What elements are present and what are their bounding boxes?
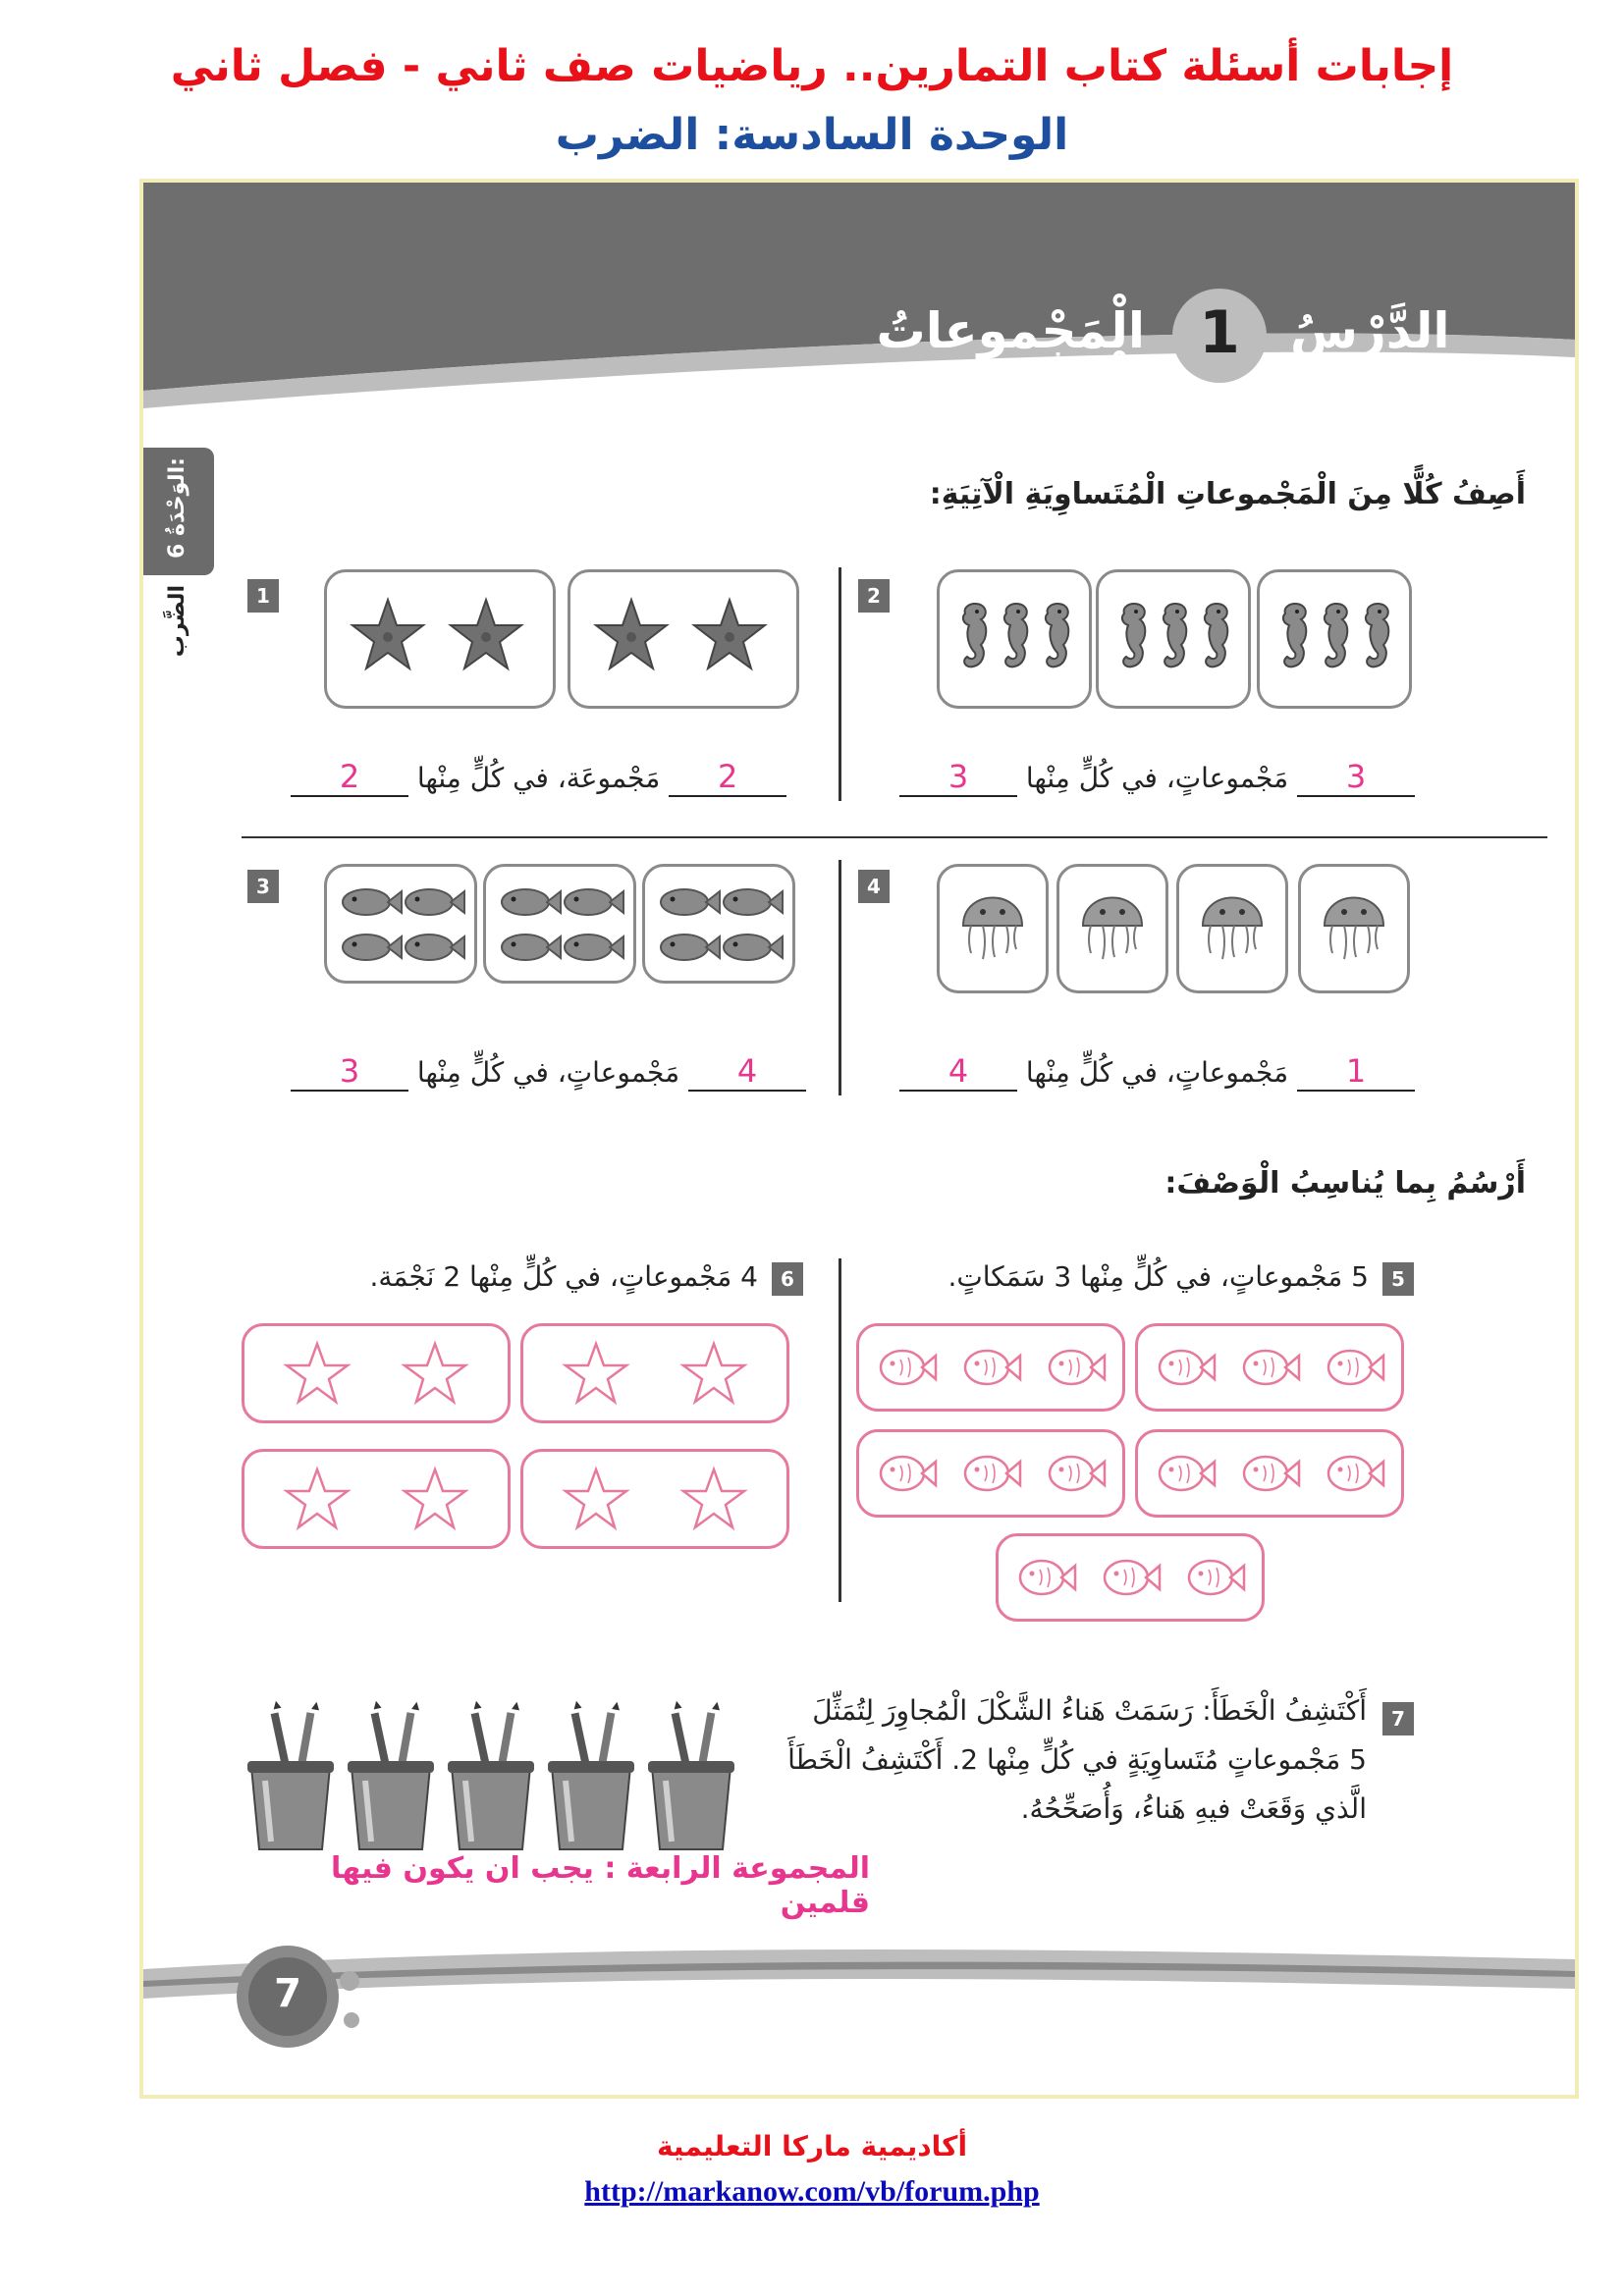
star-icon <box>523 1326 786 1420</box>
divider-vertical <box>839 1258 841 1602</box>
seahorse-group <box>937 569 1092 709</box>
seahorse-icon <box>940 572 1089 706</box>
worksheet-page <box>139 179 1579 2099</box>
fish-outline-icon <box>859 1326 1122 1409</box>
jellyfish-group <box>1176 864 1288 993</box>
seahorse-group <box>1096 569 1251 709</box>
drawn-star-group <box>520 1323 789 1423</box>
seahorse-icon <box>1260 572 1409 706</box>
jellyfish-group <box>937 864 1049 993</box>
star-icon <box>244 1326 508 1420</box>
document-title: إجابات أسئلة كتاب التمارين.. رياضيات صف ثاني - فصل ثاني <box>170 41 1454 91</box>
item-7-answer: المجموعة الرابعة : يجب ان يكون فيها قلمين <box>330 1851 870 1920</box>
fish-outline-icon <box>1138 1432 1401 1515</box>
item-4-text: مَجْموعاتٍ، في كُلٍّ مِنْها <box>1025 1056 1289 1089</box>
divider-horizontal <box>242 836 1547 838</box>
drawn-star-group <box>520 1449 789 1549</box>
lesson-number: 1 <box>1199 298 1240 367</box>
divider-vertical <box>839 567 841 801</box>
item-7-line-2: 5 مَجْموعاتٍ مُتَساوِيَةٍ في كُلٍّ مِنْها 2. أَكْتَشِفُ الْخَطَأَ <box>787 1743 1367 1776</box>
item-7-line-1: أَكْتَشِفُ الْخَطَأَ: رَسَمَتْ هَناءُ الشَّكْلَ الْمُجاوِرَ لِتُمَثِّلَ <box>812 1694 1367 1727</box>
drawn-star-group <box>242 1323 511 1423</box>
item-2-each-answer: 3 <box>899 758 1017 797</box>
fish-group <box>483 864 636 984</box>
drawn-fish-group <box>856 1429 1125 1518</box>
item-6-task: 4 مَجْموعاتٍ، في كُلٍّ مِنْها 2 نَجْمَة. <box>369 1260 758 1293</box>
item-7-line-3: الَّذي وَقَعَتْ فيهِ هَناءُ، وَأُصَحِّحُهُ. <box>1020 1792 1367 1825</box>
jellyfish-icon <box>1179 867 1285 990</box>
item-5-task: 5 مَجْموعاتٍ، في كُلٍّ مِنْها 3 سَمَكاتٍ. <box>947 1260 1369 1293</box>
item-2-number: 2 <box>858 579 890 613</box>
drawn-fish-group <box>996 1533 1265 1622</box>
item-4-groups-answer: 4 <box>899 1052 1017 1092</box>
item-5-number: 5 <box>1382 1262 1414 1296</box>
lesson-word: الدَّرْسُ <box>1290 302 1450 359</box>
jellyfish-icon <box>940 867 1046 990</box>
drawn-fish-group <box>856 1323 1125 1412</box>
star-icon <box>523 1452 786 1546</box>
fish-icon <box>486 867 633 981</box>
pencil-cup-icon <box>242 1675 752 1871</box>
jellyfish-icon <box>1059 867 1165 990</box>
footer-link[interactable]: http://markanow.com/vb/forum.php <box>584 2175 1040 2208</box>
seahorse-group <box>1257 569 1412 709</box>
item-4-each-answer: 1 <box>1297 1052 1415 1092</box>
drawn-fish-group <box>1135 1429 1404 1518</box>
item-3-text: مَجْموعاتٍ، في كُلٍّ مِنْها <box>416 1056 680 1089</box>
bottom-strip <box>143 1930 1575 2048</box>
fish-group <box>324 864 477 984</box>
lesson-title: الْمَجْموعاتُ الْمُتَساوِيَةُ <box>876 302 1145 416</box>
fish-outline-icon <box>1138 1326 1401 1409</box>
item-2-caption <box>899 758 1415 797</box>
jellyfish-group <box>1056 864 1168 993</box>
unit-label: الوَحْدَةُ 6: <box>165 457 189 559</box>
item-1-each-answer: 2 <box>291 758 408 797</box>
item-4-caption <box>899 1052 1415 1092</box>
jellyfish-icon <box>1301 867 1407 990</box>
fish-icon <box>327 867 474 981</box>
footer-academy: أكاديمية ماركا التعليمية <box>656 2130 968 2163</box>
starfish-icon <box>570 572 796 706</box>
star-icon <box>244 1452 508 1546</box>
drawn-star-group <box>242 1449 511 1549</box>
section1-instruction: أَصِفُ كُلًّا مِنَ الْمَجْموعاتِ الْمُتَساوِيَةِ الْآتِيَةِ: <box>929 477 1526 511</box>
item-6-number: 6 <box>772 1262 803 1296</box>
unit-name: الضَّرب <box>165 585 189 658</box>
item-3-caption <box>291 1052 806 1092</box>
item-2-text: مَجْموعاتٍ، في كُلٍّ مِنْها <box>1025 762 1289 794</box>
item-3-number: 3 <box>247 870 279 903</box>
fish-outline-icon <box>859 1432 1122 1515</box>
fish-icon <box>645 867 792 981</box>
document-subtitle: الوحدة السادسة: الضرب <box>555 110 1069 160</box>
seahorse-icon <box>1099 572 1248 706</box>
item-4-number: 4 <box>858 870 890 903</box>
starfish-group <box>568 569 799 709</box>
starfish-icon <box>327 572 553 706</box>
item-3-groups-answer: 3 <box>291 1052 408 1092</box>
item-1-text: مَجْموعَة، في كُلٍّ مِنْها <box>416 762 661 794</box>
section2-instruction: أَرْسُمُ بِما يُناسِبُ الْوَصْفَ: <box>1164 1166 1526 1201</box>
item-1-caption <box>291 758 786 797</box>
item-7-question <box>752 1686 1367 1834</box>
item-1-number: 1 <box>247 579 279 613</box>
jellyfish-group <box>1298 864 1410 993</box>
fish-group <box>642 864 795 984</box>
page-number: 7 <box>274 1971 301 2016</box>
fish-outline-icon <box>999 1536 1262 1619</box>
item-2-groups-answer: 3 <box>1297 758 1415 797</box>
drawn-fish-group <box>1135 1323 1404 1412</box>
unit-side-tab <box>143 448 214 575</box>
divider-vertical <box>839 860 841 1095</box>
item-3-each-answer: 4 <box>688 1052 806 1092</box>
starfish-group <box>324 569 556 709</box>
item-7-number: 7 <box>1382 1702 1414 1735</box>
item-1-groups-answer: 2 <box>669 758 786 797</box>
